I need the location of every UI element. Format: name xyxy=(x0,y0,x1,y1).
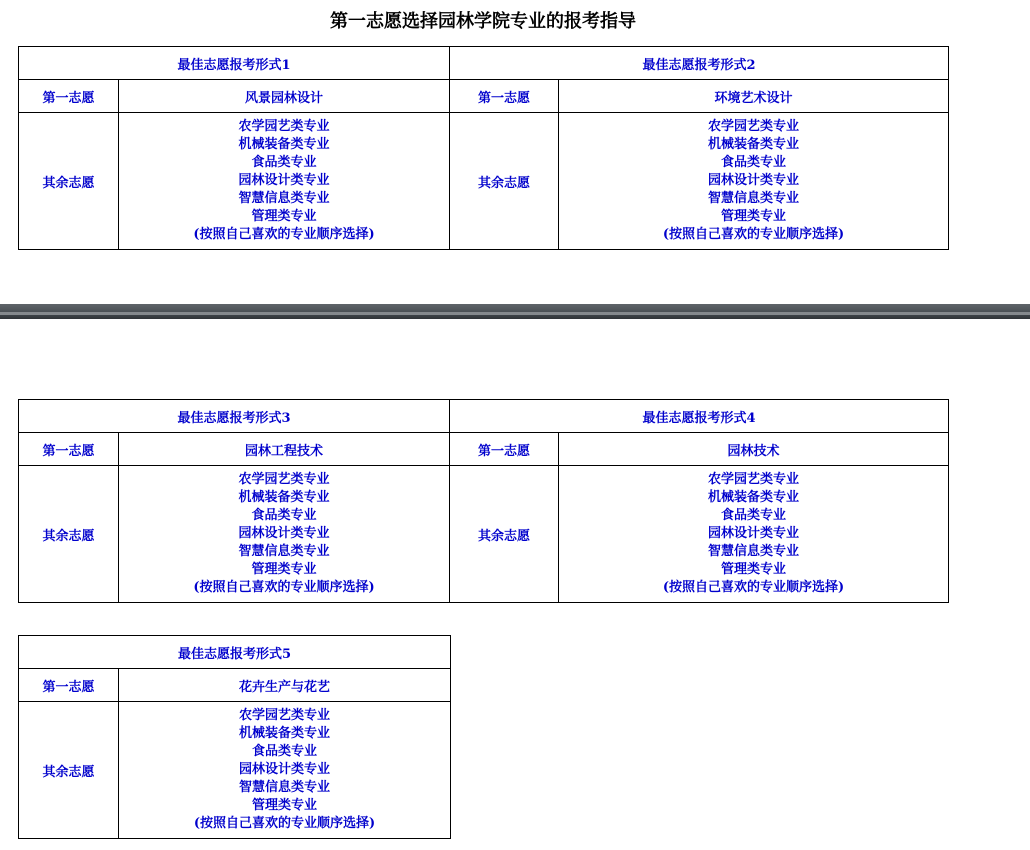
plan-heading: 最佳志愿报考形式4 xyxy=(450,400,949,433)
major-item: 管理类专业 xyxy=(251,562,317,577)
section-divider xyxy=(0,304,1030,319)
major-item: 农学园艺类专业 xyxy=(238,119,330,134)
major-item: 食品类专业 xyxy=(252,744,318,759)
major-item: 管理类专业 xyxy=(721,562,787,577)
other-choices-label: 其余志愿 xyxy=(450,466,559,603)
major-item: 农学园艺类专业 xyxy=(708,472,800,487)
plan-heading: 最佳志愿报考形式1 xyxy=(19,47,450,80)
major-item: 园林设计类专业 xyxy=(708,173,800,188)
major-item: 农学园艺类专业 xyxy=(238,472,330,487)
major-item: 管理类专业 xyxy=(251,209,317,224)
major-item: 智慧信息类专业 xyxy=(238,191,330,206)
major-item: 食品类专业 xyxy=(721,508,787,523)
major-item: 智慧信息类专业 xyxy=(708,544,800,559)
major-item: 农学园艺类专业 xyxy=(708,119,800,134)
major-order-note: (按照自己喜欢的专业顺序选择) xyxy=(662,580,845,595)
major-order-note: (按照自己喜欢的专业顺序选择) xyxy=(193,580,375,595)
first-choice-major: 风景园林设计 xyxy=(119,80,450,113)
major-item: 食品类专业 xyxy=(251,508,317,523)
major-order-note: (按照自己喜欢的专业顺序选择) xyxy=(193,227,375,242)
major-item: 园林设计类专业 xyxy=(239,762,331,777)
plan-table-5 xyxy=(18,635,451,839)
other-majors-list xyxy=(559,113,949,250)
major-item: 管理类专业 xyxy=(252,798,318,813)
other-choices-label: 其余志愿 xyxy=(19,702,119,839)
first-choice-major: 园林工程技术 xyxy=(119,433,450,466)
major-item: 机械装备类专业 xyxy=(708,490,800,505)
page-title: 第一志愿选择园林学院专业的报考指导 xyxy=(330,11,636,32)
major-item: 智慧信息类专业 xyxy=(238,544,330,559)
other-choices-label: 其余志愿 xyxy=(450,113,559,250)
major-item: 智慧信息类专业 xyxy=(708,191,800,206)
plan-table-1-2 xyxy=(18,46,949,250)
major-order-note: (按照自己喜欢的专业顺序选择) xyxy=(193,816,376,831)
major-item: 管理类专业 xyxy=(721,209,787,224)
major-item: 机械装备类专业 xyxy=(238,490,330,505)
major-order-note: (按照自己喜欢的专业顺序选择) xyxy=(662,227,845,242)
first-choice-label: 第一志愿 xyxy=(450,433,559,466)
first-choice-major: 花卉生产与花艺 xyxy=(119,669,451,702)
major-item: 园林设计类专业 xyxy=(238,526,330,541)
first-choice-label: 第一志愿 xyxy=(19,433,119,466)
major-item: 食品类专业 xyxy=(721,155,787,170)
major-item: 智慧信息类专业 xyxy=(239,780,331,795)
first-choice-major: 园林技术 xyxy=(559,433,949,466)
plan-heading: 最佳志愿报考形式5 xyxy=(19,636,451,669)
major-item: 园林设计类专业 xyxy=(708,526,800,541)
first-choice-label: 第一志愿 xyxy=(450,80,559,113)
first-choice-label: 第一志愿 xyxy=(19,80,119,113)
other-majors-list xyxy=(119,113,450,250)
first-choice-label: 第一志愿 xyxy=(19,669,119,702)
major-item: 园林设计类专业 xyxy=(238,173,330,188)
other-majors-list xyxy=(559,466,949,603)
major-item: 农学园艺类专业 xyxy=(239,708,331,723)
major-item: 食品类专业 xyxy=(251,155,317,170)
major-item: 机械装备类专业 xyxy=(708,137,800,152)
plan-heading: 最佳志愿报考形式3 xyxy=(19,400,450,433)
major-item: 机械装备类专业 xyxy=(239,726,331,741)
plan-heading: 最佳志愿报考形式2 xyxy=(450,47,949,80)
other-majors-list xyxy=(119,702,451,839)
plan-table-3-4 xyxy=(18,399,949,603)
other-majors-list xyxy=(119,466,450,603)
other-choices-label: 其余志愿 xyxy=(19,113,119,250)
major-item: 机械装备类专业 xyxy=(238,137,330,152)
first-choice-major: 环境艺术设计 xyxy=(559,80,949,113)
other-choices-label: 其余志愿 xyxy=(19,466,119,603)
